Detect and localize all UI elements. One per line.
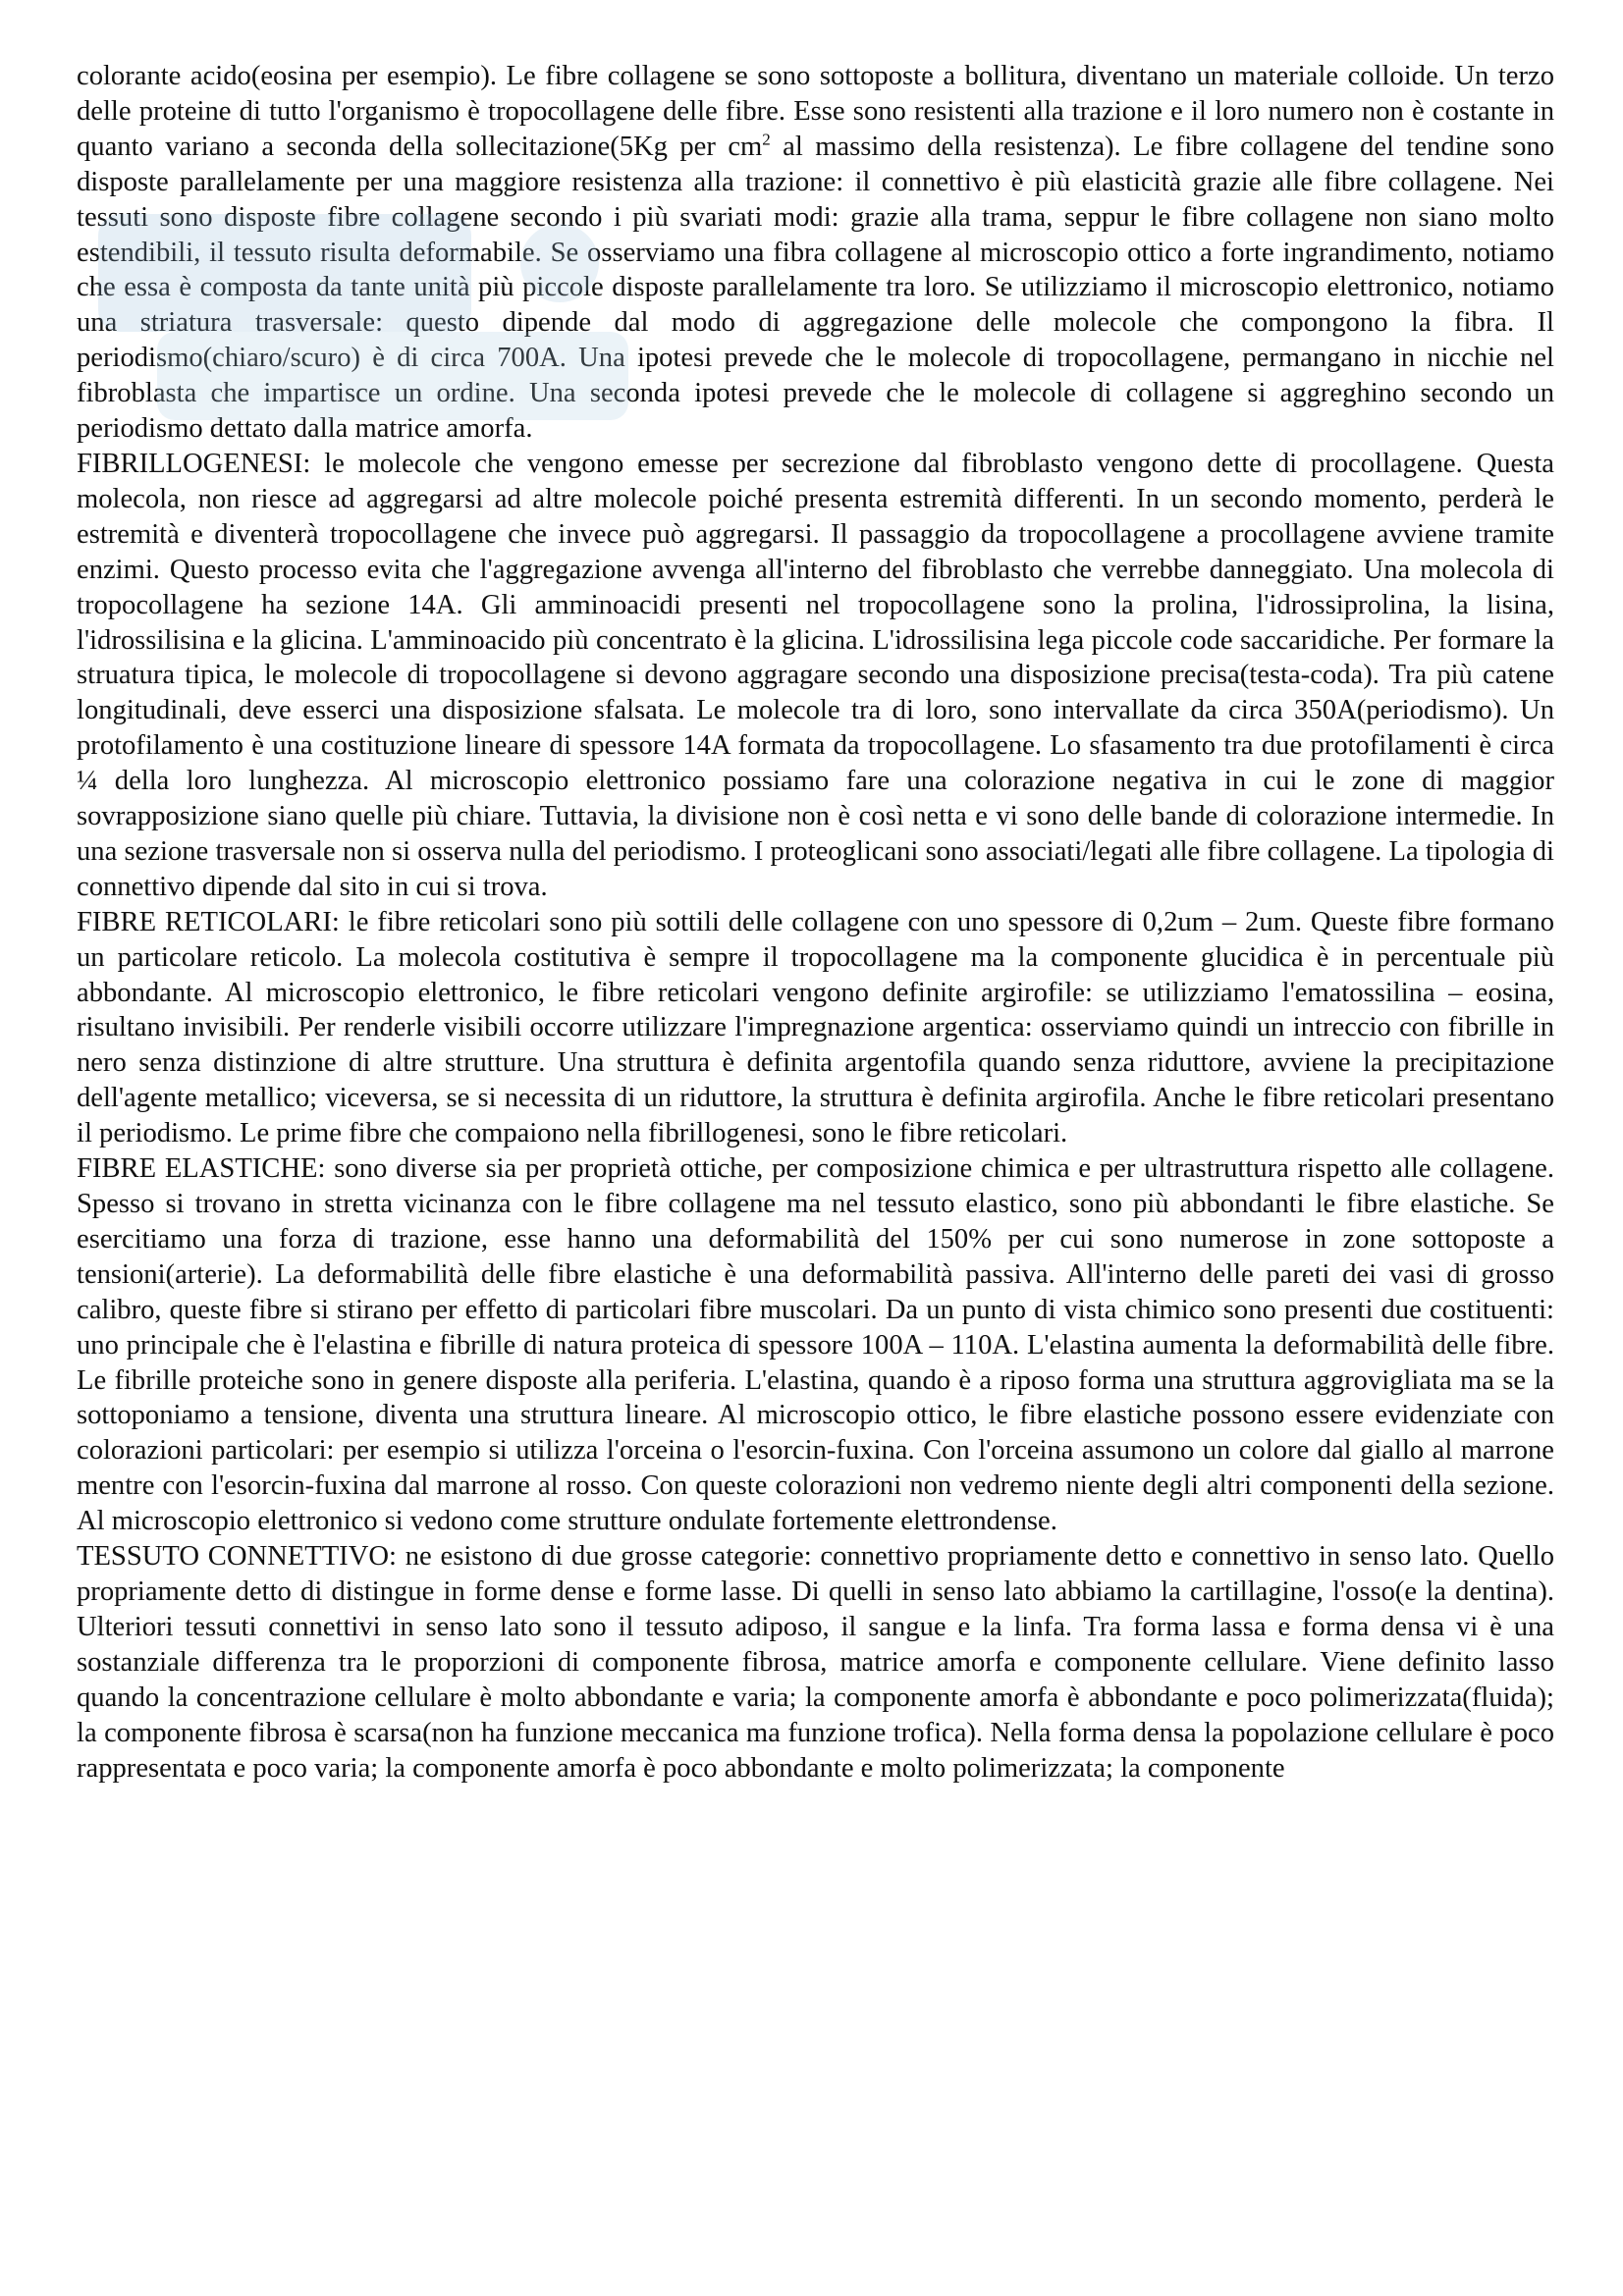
paragraph-reticular-fibers: FIBRE RETICOLARI: le fibre reticolari sono più sottili delle collagene con uno spessore di 0,2um – 2um. Queste fibre formano un particolare reticolo. La molecola costitutiva è sempre il tropocollagene ma la componente glucidica è in percentuale più abbondante. Al microscopio elettronico, le fibre reticolari vengono definite argirofile: se utilizziamo l'ematossilina – eosina, risultano invisibili. Per renderle visibili occorre utilizzare l'impregnazione argentica: osserviamo quindi un intreccio con fibrille in nero senza distinzione di altre strutture. Una struttura è definita argentofila quando senza riduttore, avviene la precipitazione dell'agente metallico; viceversa, se si necessita di un riduttore, la struttura è definita argirofila. Anche le fibre reticolari presentano il periodismo. Le prime fibre che compaiono nella fibrillogenesi, sono le fibre reticolari. (77, 906, 1554, 1149)
paragraph-connective-tissue: TESSUTO CONNETTIVO: ne esistono di due grosse categorie: connettivo propriamente detto e connettivo in senso lato. Quello propriamente detto di distingue in forme dense e forme lasse. Di quelli in senso lato abbiamo la cartillagine, l'osso(e la dentina). Ulteriori tessuti connettivi in senso lato sono il tessuto adiposo, il sangue e la linfa. Tra forma lassa e forma densa vi è una sostanziale differenza tra le proporzioni di componente fibrosa, matrice amorfa e componente cellulare. Viene definito lasso quando la concentrazione cellulare è molto abbondante e varia; la componente amorfa è abbondante e poco polimerizzata(fluida); la componente fibrosa è scarsa(non ha funzione meccanica ma funzione trofica). Nella forma densa la popolazione cellulare è poco rappresentata e poco varia; la componente amorfa è poco abbondante e molto polimerizzata; la componente (77, 1541, 1554, 1784)
paragraph-text: colorante acido(eosina per esempio). Le fibre collagene se sono sottoposte a bollitura, diventano un materiale colloide. Un terzo delle proteine di tutto l'organismo è tropocollagene delle fibre. Esse sono resistenti alla trazione e il loro numero non è costante in quanto variano a seconda della sollecitazione(5Kg per cm (77, 61, 1554, 162)
superscript: 2 (762, 130, 771, 149)
document-page (77, 59, 1554, 2277)
paragraph-collagen-fibers (77, 59, 1554, 447)
paragraph-text: al massimo della resistenza). Le fibre collagene del tendine sono disposte parallelamente per una maggiore resistenza alla trazione: il connettivo è più elasticità grazie alle fibre collagene. Nei tessuti sono disposte fibre collagene secondo i più svariati modi: grazie alla trama, seppur le fibre collagene non siano molto estendibili, il tessuto risulta deformabile. Se osserviamo una fibra collagene al microscopio ottico a forte ingrandimento, notiamo che essa è composta da tante unità più piccole disposte parallelamente tra loro. Se utilizziamo il microscopio elettronico, notiamo una striatura trasversale: questo dipende dal modo di aggregazione delle molecole che compongono la fibra. Il periodismo(chiaro/scuro) è di circa 700A. Una ipotesi prevede che le molecole di tropocollagene, permangano in nicchie nel fibroblasta che impartisce un ordine. Una seconda ipotesi prevede che le molecole di collagene si aggreghino secondo un periodismo dettato dalla matrice amorfa. (77, 131, 1554, 445)
paragraph-elastic-fibers: FIBRE ELASTICHE: sono diverse sia per proprietà ottiche, per composizione chimica e per ultrastruttura rispetto alle collagene. Spesso si trovano in stretta vicinanza con le fibre collagene ma nel tessuto elastico, sono più abbondanti le fibre elastiche. Se esercitiamo una forza di trazione, esse hanno una deformabilità del 150% per cui sono numerose in zone sottoposte a tensioni(arterie). La deformabilità delle fibre elastiche è una deformabilità passiva. All'interno delle pareti dei vasi di grosso calibro, queste fibre si stirano per effetto di particolari fibre muscolari. Da un punto di vista chimico sono presenti due costituenti: uno principale che è l'elastina e fibrille di natura proteica di spessore 100A – 110A. L'elastina aumenta la deformabilità delle fibre. Le fibrille proteiche sono in genere disposte alla periferia. L'elastina, quando è a riposo forma una struttura aggrovigliata ma se la sottoponiamo a tensione, diventa una struttura lineare. Al microscopio ottico, le fibre elastiche possono essere evidenziate con colorazioni particolari: per esempio si utilizza l'orceina o l'esorcin-fuxina. Con l'orceina assumono un colore dal giallo al marrone mentre con l'esorcin-fuxina dal marrone al rosso. Con queste colorazioni non vedremo niente degli altri componenti della sezione. Al microscopio elettronico si vedono come strutture ondulate fortemente elettrondense. (77, 1153, 1554, 1537)
paragraph-fibrillogenesis: FIBRILLOGENESI: le molecole che vengono emesse per secrezione dal fibroblasto vengono dette di procollagene. Questa molecola, non riesce ad aggregarsi ad altre molecole poiché presenta estremità differenti. In un secondo momento, perderà le estremità e diventerà tropocollagene che invece può aggregarsi. Il passaggio da tropocollagene a procollagene avviene tramite enzimi. Questo processo evita che l'aggregazione avvenga all'interno del fibroblasto che verrebbe danneggiato. Una molecola di tropocollagene ha sezione 14A. Gli amminoacidi presenti nel tropocollagene sono la prolina, l'idrossiprolina, la lisina, l'idrossilisina e la glicina. L'amminoacido più concentrato è la glicina. L'idrossilisina lega piccole code saccaridiche. Per formare la struatura tipica, le molecole di tropocollagene si devono aggragare secondo una disposizione precisa(testa-coda). Tra più catene longitudinali, deve esserci una disposizione sfalsata. Le molecole tra di loro, sono intervallate da circa 350A(periodismo). Un protofilamento è una costituzione lineare di spessore 14A formata da tropocollagene. Lo sfasamento tra due protofilamenti è circa ¼ della loro lunghezza. Al microscopio elettronico possiamo fare una colorazione negativa in cui le zone di maggior sovrapposizione siano quelle più chiare. Tuttavia, la divisione non è così netta e vi sono delle bande di colorazione intermedie. In una sezione trasversale non si osserva nulla del periodismo. I proteoglicani sono associati/legati alle fibre collagene. La tipologia di connettivo dipende dal sito in cui si trova. (77, 448, 1554, 902)
